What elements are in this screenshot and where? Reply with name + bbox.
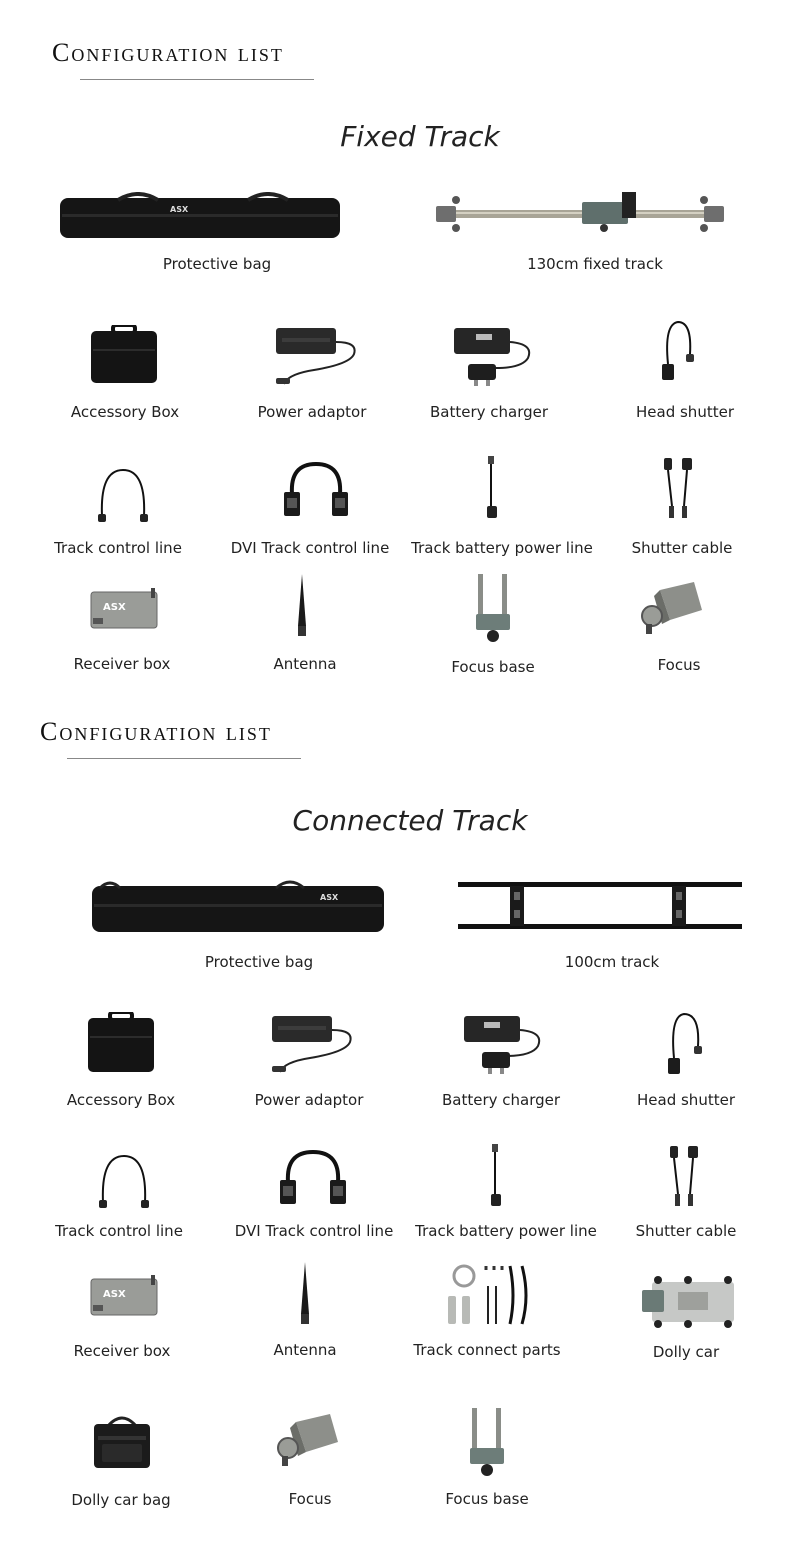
item-label: Track control line — [54, 539, 182, 557]
bag-brand-text: ASX — [320, 893, 339, 902]
focus-base-icon — [468, 1408, 508, 1478]
track-battery-power-line-icon — [486, 1144, 506, 1208]
receiver-box-icon — [89, 588, 161, 632]
power-adaptor-icon — [270, 1014, 356, 1076]
protective-bag-icon — [90, 878, 386, 934]
dolly-car-bag-icon — [92, 1414, 152, 1470]
connected-track-icon — [456, 878, 744, 936]
item-label: Receiver box — [73, 655, 171, 673]
item-label: Power adaptor — [254, 1091, 364, 1109]
battery-charger-icon — [462, 1014, 546, 1076]
item-label: Focus base — [445, 1490, 529, 1508]
section1-heading-rule — [80, 79, 314, 80]
item-label: Focus — [657, 656, 701, 674]
antenna-icon — [294, 574, 310, 638]
dvi-track-control-line-icon — [280, 460, 352, 518]
head-shutter-icon — [658, 320, 698, 386]
item-label: DVI Track control line — [230, 539, 390, 557]
section1-subtitle: Fixed Track — [340, 120, 500, 153]
focus-base-icon — [474, 574, 514, 644]
bag-brand-text: ASX — [170, 205, 189, 214]
focus-icon — [276, 1412, 340, 1470]
item-label: Power adaptor — [257, 403, 367, 421]
item-label: Head shutter — [637, 1091, 735, 1109]
accessory-box-icon — [91, 325, 157, 383]
item-label: Dolly car — [652, 1343, 720, 1361]
accessory-box-icon — [88, 1012, 154, 1072]
item-label: Battery charger — [429, 403, 549, 421]
item-label: Accessory Box — [66, 1091, 176, 1109]
section1-heading: Configuration list — [52, 38, 284, 67]
focus-icon — [640, 580, 704, 638]
item-label: Shutter cable — [631, 539, 733, 557]
shutter-cable-icon — [666, 1144, 706, 1208]
item-label: Protective bag — [204, 953, 314, 971]
dolly-car-icon — [638, 1276, 738, 1328]
item-label: Focus — [288, 1490, 332, 1508]
section2-subtitle: Connected Track — [292, 804, 528, 837]
power-adaptor-icon — [274, 326, 360, 388]
item-label: DVI Track control line — [234, 1222, 394, 1240]
battery-charger-icon — [452, 326, 536, 388]
item-label: Track battery power line — [415, 1222, 597, 1240]
section2-heading-rule — [67, 758, 301, 759]
item-label: Track control line — [55, 1222, 183, 1240]
item-label: Receiver box — [73, 1342, 171, 1360]
item-label: Protective bag — [162, 255, 272, 273]
item-label: Focus base — [451, 658, 535, 676]
head-shutter-icon — [666, 1012, 706, 1078]
item-label: Dolly car bag — [71, 1491, 171, 1509]
item-label: Accessory Box — [70, 403, 180, 421]
protective-bag-icon — [58, 192, 342, 242]
antenna-icon — [297, 1262, 313, 1326]
item-label: 100cm track — [564, 953, 660, 971]
item-label: Shutter cable — [635, 1222, 737, 1240]
receiver-brand-text: ASX — [103, 602, 126, 613]
item-label: Battery charger — [441, 1091, 561, 1109]
item-label: Antenna — [273, 655, 337, 673]
track-control-line-icon — [97, 1152, 151, 1210]
track-battery-power-line-icon — [482, 456, 502, 520]
dvi-track-control-line-icon — [276, 1148, 350, 1206]
track-connect-parts-icon — [444, 1262, 534, 1328]
section2-heading: Configuration list — [40, 717, 272, 746]
item-label: Head shutter — [636, 403, 734, 421]
track-control-line-icon — [96, 466, 150, 524]
shutter-cable-icon — [660, 456, 700, 520]
fixed-track-icon — [436, 190, 724, 234]
item-label: Track battery power line — [411, 539, 593, 557]
item-label: Track connect parts — [413, 1341, 561, 1359]
receiver-brand-text: ASX — [103, 1289, 126, 1300]
receiver-box-icon — [89, 1275, 161, 1319]
item-label: Antenna — [273, 1341, 337, 1359]
item-label: 130cm fixed track — [527, 255, 663, 273]
